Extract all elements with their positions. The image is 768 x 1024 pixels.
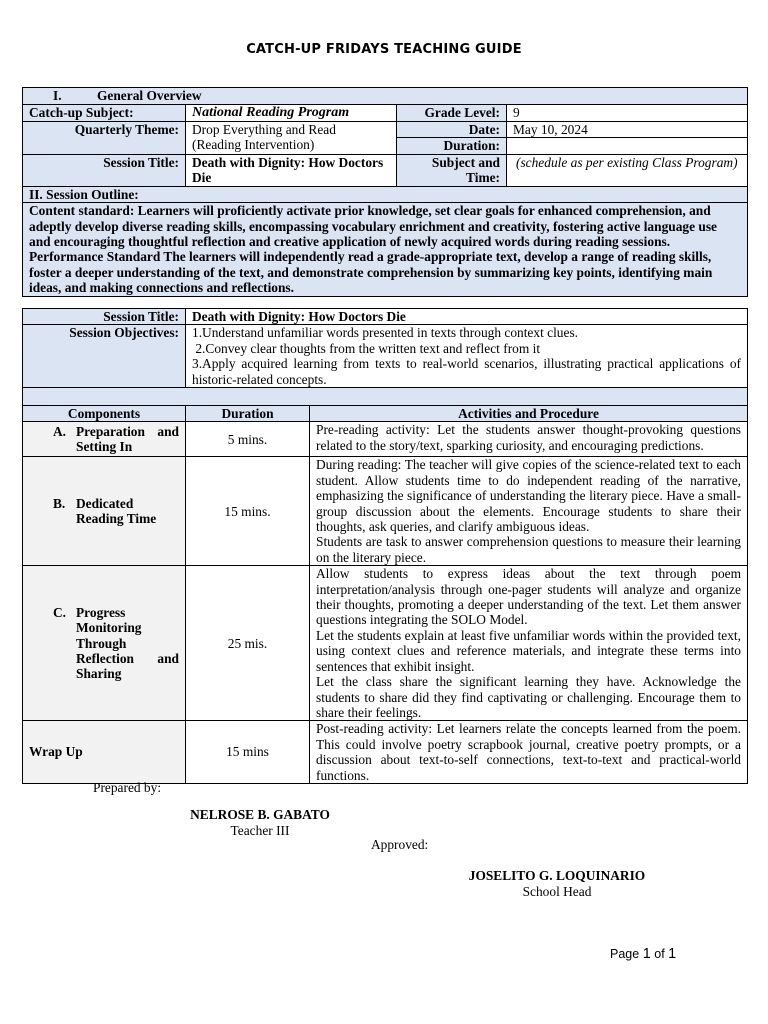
objective-item: 1.Understand unfamiliar words presented in texts through context clues. [192, 325, 579, 341]
grade-label: Grade Level: [397, 105, 507, 122]
outline-session-title-label: Session Title: [23, 309, 186, 325]
subject-time-label: Subject and Time: [397, 154, 507, 186]
components-header: Components [23, 406, 186, 422]
page-number [610, 946, 676, 962]
component-letter: A. [53, 424, 67, 439]
of-word: of [654, 947, 665, 961]
page-word: Page [610, 947, 640, 961]
theme-value [186, 122, 397, 155]
session-title-label: Session Title: [23, 154, 186, 186]
objectives-label: Session Objectives: [23, 325, 186, 388]
section-number: I. [53, 88, 62, 103]
prepared-signatory [160, 807, 360, 839]
session-outline-heading: II. Session Outline: [23, 186, 748, 202]
overview-table [22, 87, 748, 297]
activities-cell: Pre-reading activity: Let the students answer thought-provoking questions related to the story/text, sparking curiosity, and encouraging predictions. [310, 422, 748, 457]
approved-label: Approved: [371, 837, 429, 852]
theme-value-line-1: Drop Everything and Read [192, 122, 336, 137]
table-row [23, 422, 748, 457]
duration-cell: 15 mins. [186, 457, 310, 566]
duration-label: Duration: [397, 138, 507, 154]
prepared-role: Teacher III [230, 823, 290, 838]
duration-header: Duration [186, 406, 310, 422]
component-letter: C. [53, 604, 67, 620]
objective-item: 2.Convey clear thoughts from the written text and reflect from it [192, 340, 541, 356]
activities-cell: Allow students to express ideas about the text through poem interpretation/analysis through one-pager students will analyze and organize their thoughts, promoting a deeper understanding of the text. Let them answer questions integrating the SOLO Model. Let the students explain at least five unfamiliar words within the provided text, using context clues and reference materials, and integrate these terms into sentences that exhibit insight. Let the class share the significant learning they have. Acknowledge the students to share did they find captivating or challenging. Encourage them to share their feelings. [310, 566, 748, 721]
approved-role: School Head [522, 884, 592, 899]
section-label: General Overview [97, 88, 202, 103]
component-cell [23, 422, 186, 457]
component-cell [23, 457, 186, 566]
objectives-list [186, 325, 748, 388]
page-current: 1 [642, 946, 651, 962]
objectives-table [22, 308, 748, 406]
component-name: Progress Monitoring Through Reflection and Sharing [76, 604, 179, 682]
standards-cell [23, 203, 748, 296]
component-name: Preparation and Setting In [76, 424, 179, 455]
theme-label: Quarterly Theme: [23, 122, 186, 155]
subject-value: National Reading Program [186, 105, 397, 122]
table-row [23, 457, 748, 566]
session-title-value: Death with Dignity: How Doctors Die [186, 154, 397, 186]
objective-item: 3.Apply acquired learning from texts to real-world scenarios, illustrating practical applications of historic-related concepts. [192, 356, 741, 387]
date-value: May 10, 2024 [507, 122, 748, 138]
date-label: Date: [397, 122, 507, 138]
component-name: Dedicated Reading Time [76, 495, 157, 527]
duration-cell: 5 mins. [186, 422, 310, 457]
prepared-by-label: Prepared by: [93, 780, 162, 795]
duration-cell: 25 mis. [186, 566, 310, 721]
activities-header: Activities and Procedure [310, 406, 748, 422]
component-cell [23, 721, 186, 784]
document-title: CATCH-UP FRIDAYS TEACHING GUIDE [246, 42, 522, 57]
activities-cell: Post-reading activity: Let learners relate the concepts learned from the poem. This could involve poetry scrapbook journal, creative poetry prompts, or a discussion about text-to-self connections, text-to-text and practical-world functions. [310, 721, 748, 784]
component-cell [23, 566, 186, 721]
spacer-row [23, 388, 748, 406]
grade-value: 9 [507, 105, 748, 122]
table-row [23, 721, 748, 784]
subject-time-value: (schedule as per existing Class Program) [507, 154, 748, 186]
duration-value [507, 138, 748, 154]
theme-value-line-2: (Reading Intervention) [192, 137, 315, 153]
page-total: 1 [668, 946, 677, 962]
prepared-name: NELROSE B. GABATO [190, 807, 330, 822]
performance-standard: Performance Standard The learners will independently read a grade-appropriate text, develop a range of reading skills, foster a deeper understanding of the text, and demonstrate comprehension by summarizing key points, identifying main ideas, and making connections and reflections. [29, 249, 713, 296]
general-overview-heading [23, 88, 748, 105]
approved-name: JOSELITO G. LOQUINARIO [468, 868, 646, 883]
approved-signatory [437, 868, 677, 900]
component-name: Wrap Up [29, 744, 83, 760]
table-row [23, 566, 748, 721]
duration-cell: 15 mins [186, 721, 310, 784]
subject-label: Catch-up Subject: [23, 105, 186, 122]
component-letter: B. [53, 495, 66, 511]
content-standard: Content standard: Learners will proficiently activate prior knowledge, set clear goals for enhanced comprehension, and adeptly develop diverse reading skills, encompassing vocabulary enrichment and creativity, fostering active language use and encouraging thoughtful reflection and creative application of newly acquired words during reading sessions. [29, 203, 717, 250]
components-table [22, 405, 748, 784]
outline-session-title-value: Death with Dignity: How Doctors Die [186, 309, 748, 325]
activities-cell: During reading: The teacher will give copies of the science-related text to each student. Allow students time to do independent reading of the narrative, emphasizing the significance of understanding the literary piece. Have a small-group discussion about the elements. Encourage students to share their thoughts, ask queries, and clarify ambiguous ideas. Students are task to answer comprehension questions to measure their learning on the literary piece. [310, 457, 748, 566]
